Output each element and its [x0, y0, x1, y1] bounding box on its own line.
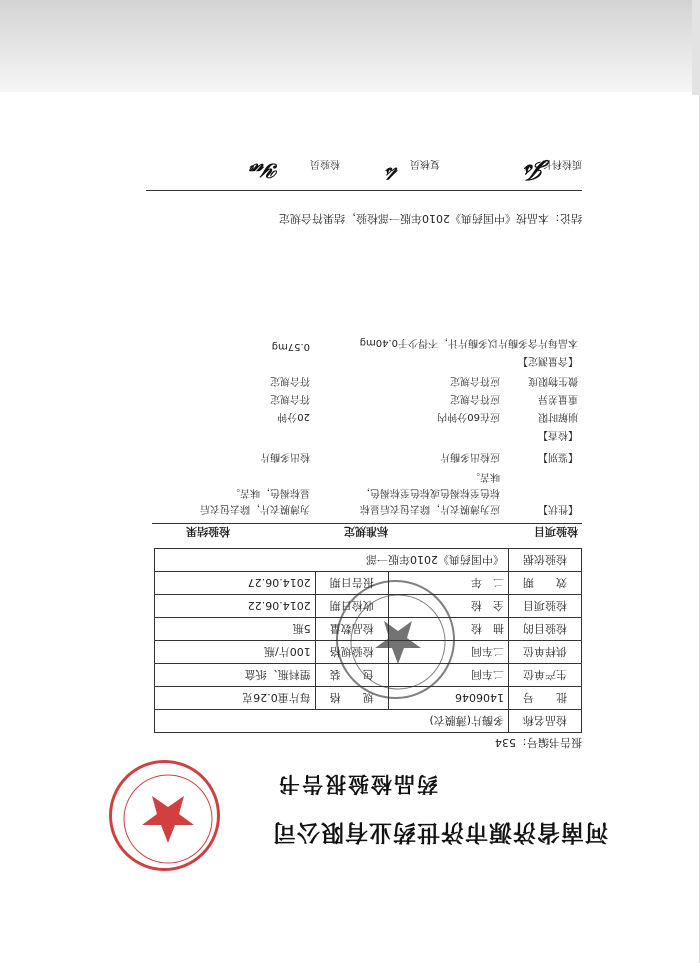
table-row — [155, 664, 582, 687]
field-value: 100片/瓶 — [155, 641, 316, 664]
field-label: 报告日期 — [315, 572, 388, 595]
conclusion: 结论：本品按《中国药典》2010年版一部检验，结果符合规定 — [279, 212, 582, 225]
weight-variation-label: 重量差异 — [538, 393, 578, 404]
dept-head-signature: 𝒥𝓈 — [524, 159, 548, 185]
field-value: 二车间 — [388, 641, 508, 664]
field-label: 检验目的 — [509, 618, 582, 641]
table-row — [155, 687, 582, 710]
column-header-item: 检验项目 — [534, 525, 578, 538]
dept-head-label: 质检科长 — [542, 158, 582, 169]
reviewer-signature: 𝓁𝓈 — [386, 163, 398, 183]
microbial-limit-label: 微生物限度 — [528, 375, 578, 386]
character-label: 【性状】 — [538, 503, 578, 514]
identification-label: 【鉴别】 — [538, 451, 578, 462]
field-label: 检验依据 — [509, 549, 582, 572]
field-label: 供样单位 — [509, 641, 582, 664]
table-row — [155, 618, 582, 641]
microbial-limit-result: 符合规定 — [270, 375, 310, 386]
reviewer-label: 复核员 — [410, 158, 440, 169]
header-divider — [152, 523, 582, 524]
field-value: 全 检 — [388, 595, 508, 618]
field-label: 包 装 — [315, 664, 388, 687]
field-value: 二 年 — [388, 572, 508, 595]
column-header-standard: 标准规定 — [344, 525, 388, 538]
field-value: 二车间 — [388, 664, 508, 687]
assay-result: 0.57mg — [271, 341, 310, 352]
red-company-seal — [109, 760, 220, 871]
table-row — [155, 549, 582, 572]
character-result-line2: 显棕褐色，味苦。 — [230, 487, 310, 498]
field-label: 规 格 — [315, 687, 388, 710]
field-label: 检品数量 — [315, 618, 388, 641]
signature-divider — [146, 190, 582, 191]
microbial-limit-standard: 应符合规定 — [450, 375, 500, 386]
field-label: 检验规格 — [315, 641, 388, 664]
report-number: 报告书编号：534 — [495, 736, 582, 749]
field-label: 检品名称 — [509, 710, 582, 733]
disintegration-result: 20分钟 — [277, 411, 310, 422]
inspector-label: 检验员 — [310, 158, 340, 169]
field-value: 塑料瓶、纸盒 — [155, 664, 316, 687]
field-value: 《中国药典》2010年版一部 — [155, 549, 509, 572]
character-result-line1: 为薄膜衣片，除去包衣后 — [200, 503, 310, 514]
table-row — [155, 641, 582, 664]
inspection-label: 【检查】 — [538, 429, 578, 440]
table-row — [155, 595, 582, 618]
assay-label: 【含量测定】 — [518, 355, 578, 366]
company-name: 河南省济源市济世药业有限公司 — [272, 819, 608, 845]
field-label: 收检日期 — [315, 595, 388, 618]
field-value: 每片重0.26克 — [155, 687, 316, 710]
inspector-signature: 𝒴𝓌 — [250, 159, 280, 183]
field-label: 批 号 — [509, 687, 582, 710]
column-header-result: 检验结果 — [186, 525, 230, 538]
field-value: 1406046 — [388, 687, 508, 710]
identification-result: 检出多酶片 — [260, 451, 310, 462]
identification-standard: 应检出多酶片 — [440, 451, 500, 462]
field-value: 5瓶 — [155, 618, 316, 641]
report-title: 药品检验报告书 — [277, 772, 438, 796]
character-standard-line2: 棕色至棕褐色或棕色至棕褐色， — [360, 487, 500, 498]
character-standard-line1: 应为薄膜衣片，除去包衣后显棕 — [360, 503, 500, 514]
assay-standard: 本品每片含多酶片以多酶片计，不得少于0.40mg — [359, 337, 578, 348]
field-value: 抽 检 — [388, 618, 508, 641]
field-label: 生产单位 — [509, 664, 582, 687]
field-value: 2014.06.27 — [155, 572, 316, 595]
table-row — [155, 572, 582, 595]
weight-variation-standard: 应符合规定 — [450, 393, 500, 404]
table-row — [155, 710, 582, 733]
disintegration-standard: 应在60分钟内 — [437, 411, 500, 422]
weight-variation-result: 符合规定 — [270, 393, 310, 404]
field-label: 检验项目 — [509, 595, 582, 618]
field-label: 效 期 — [509, 572, 582, 595]
character-standard-line3: 味苦。 — [470, 471, 500, 482]
star-icon — [115, 766, 220, 871]
field-value: 多酶片(薄膜衣) — [155, 710, 509, 733]
sample-info-table — [154, 548, 582, 733]
field-value: 2014.06.22 — [155, 595, 316, 618]
disintegration-label: 崩解时限 — [538, 411, 578, 422]
